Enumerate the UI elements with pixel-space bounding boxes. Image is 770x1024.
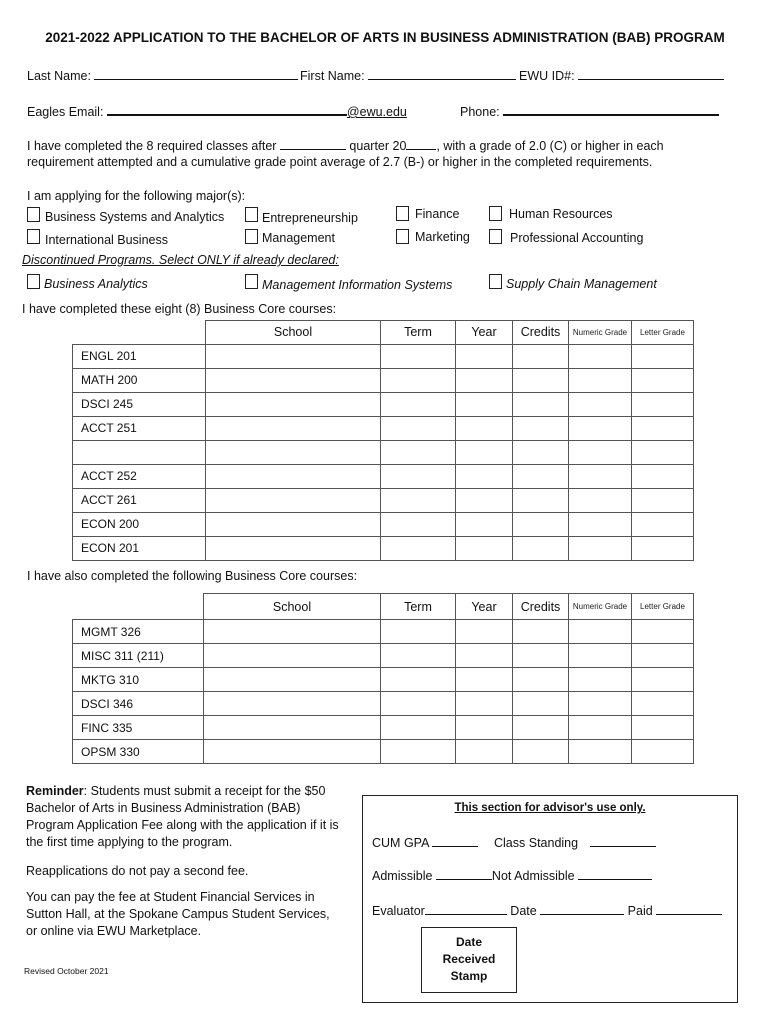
school-cell[interactable]: [206, 440, 381, 464]
year-cell[interactable]: [456, 740, 513, 764]
core2-header-row: [73, 594, 694, 620]
table-row: [73, 740, 694, 764]
cum-gpa-label: CUM GPA: [372, 836, 429, 850]
table-row: [73, 644, 694, 668]
letter-grade-cell[interactable]: [632, 464, 694, 488]
admissible-label: Admissible: [372, 869, 433, 883]
scm-label: Supply Chain Management: [506, 277, 657, 291]
header-spacer: [73, 321, 206, 345]
date-input[interactable]: [540, 902, 624, 915]
human-resources-label: Human Resources: [509, 207, 613, 221]
letter-grade-cell[interactable]: [632, 620, 694, 644]
year-cell[interactable]: [456, 620, 513, 644]
course-code: [73, 440, 206, 464]
term-cell[interactable]: [381, 488, 456, 512]
stamp-line-3: Stamp: [450, 969, 488, 983]
year-cell[interactable]: [456, 488, 513, 512]
email-suffix: @ewu.edu: [346, 105, 407, 119]
email-label: Eagles Email:: [27, 105, 104, 119]
credits-cell[interactable]: [513, 740, 569, 764]
credits-cell[interactable]: [513, 392, 569, 416]
term-cell[interactable]: [381, 416, 456, 440]
term-cell[interactable]: [381, 464, 456, 488]
term-cell[interactable]: [381, 512, 456, 536]
year-cell[interactable]: [456, 668, 513, 692]
credits-cell[interactable]: [513, 536, 569, 560]
numeric-grade-cell[interactable]: [569, 368, 632, 392]
numeric-grade-cell[interactable]: [569, 512, 632, 536]
table-row: [73, 488, 694, 512]
evaluator-row: [372, 902, 722, 918]
discontinued-label: Discontinued Programs. Select ONLY if already declared:: [22, 253, 339, 267]
table-row: [73, 716, 694, 740]
credits-cell[interactable]: [513, 620, 569, 644]
year-cell[interactable]: [456, 416, 513, 440]
class-standing-input[interactable]: [590, 834, 656, 847]
paid-label: Paid: [627, 904, 653, 918]
core2-intro: I have also completed the following Business Core courses:: [27, 569, 358, 583]
international-label: International Business: [45, 233, 168, 247]
human-resources-checkbox[interactable]: [489, 206, 502, 221]
year-cell[interactable]: [456, 716, 513, 740]
email-row: [27, 102, 407, 119]
table-row: [73, 464, 694, 488]
course-code: MGMT 326: [73, 620, 204, 644]
numeric-grade-cell[interactable]: [569, 464, 632, 488]
advisor-section: [362, 795, 738, 1003]
letter-grade-cell[interactable]: [632, 692, 694, 716]
management-checkbox[interactable]: [245, 229, 258, 244]
international-checkbox[interactable]: [27, 229, 40, 244]
statement-text-2: quarter 20: [349, 139, 407, 153]
year-cell[interactable]: [456, 644, 513, 668]
course-code: ACCT 252: [73, 464, 206, 488]
date-label: Date: [510, 904, 537, 918]
numeric-grade-header: Numeric Grade: [569, 321, 632, 345]
year-header: Year: [456, 321, 513, 345]
management-label: Management: [262, 231, 335, 245]
school-cell[interactable]: [204, 668, 381, 692]
course-code: ECON 201: [73, 536, 206, 560]
course-code: ACCT 251: [73, 416, 206, 440]
marketing-checkbox[interactable]: [396, 229, 409, 244]
professional-accounting-label: Professional Accounting: [510, 231, 644, 245]
last-name-row: [27, 67, 298, 83]
last-name-label: Last Name:: [27, 69, 91, 83]
table-row: [73, 440, 694, 464]
course-code: FINC 335: [73, 716, 204, 740]
numeric-grade-cell[interactable]: [569, 740, 632, 764]
credits-header: Credits: [513, 594, 569, 620]
year-header: Year: [456, 594, 513, 620]
reminder-label: Reminder: [26, 784, 84, 798]
term-cell[interactable]: [381, 692, 456, 716]
last-name-input[interactable]: [94, 67, 298, 80]
cum-gpa-row: [372, 834, 478, 850]
school-cell[interactable]: [206, 488, 381, 512]
class-standing-label: Class Standing: [494, 836, 579, 850]
year-cell[interactable]: [456, 392, 513, 416]
course-code: DSCI 245: [73, 392, 206, 416]
admissible-row: [372, 867, 652, 883]
year-cell[interactable]: [456, 440, 513, 464]
header-spacer: [73, 594, 204, 620]
letter-grade-header: Letter Grade: [632, 321, 694, 345]
core1-intro: I have completed these eight (8) Business Core courses:: [22, 302, 337, 316]
table-row: [73, 512, 694, 536]
letter-grade-cell[interactable]: [632, 344, 694, 368]
letter-grade-cell[interactable]: [632, 716, 694, 740]
credits-cell[interactable]: [513, 464, 569, 488]
credits-cell[interactable]: [513, 416, 569, 440]
course-code: ECON 200: [73, 512, 206, 536]
admissible-input[interactable]: [436, 867, 492, 880]
year-cell[interactable]: [456, 464, 513, 488]
table-row: [73, 620, 694, 644]
phone-label: Phone:: [460, 105, 500, 119]
credits-cell[interactable]: [513, 668, 569, 692]
term-cell[interactable]: [381, 716, 456, 740]
letter-grade-cell[interactable]: [632, 536, 694, 560]
numeric-grade-header: Numeric Grade: [569, 594, 632, 620]
school-cell[interactable]: [206, 536, 381, 560]
numeric-grade-cell[interactable]: [569, 716, 632, 740]
school-cell[interactable]: [206, 416, 381, 440]
term-cell[interactable]: [381, 536, 456, 560]
credits-cell[interactable]: [513, 488, 569, 512]
numeric-grade-cell[interactable]: [569, 668, 632, 692]
cum-gpa-input[interactable]: [432, 834, 478, 847]
first-name-row: [300, 67, 516, 83]
term-cell[interactable]: [381, 368, 456, 392]
credits-header: Credits: [513, 321, 569, 345]
term-cell[interactable]: [381, 644, 456, 668]
numeric-grade-cell[interactable]: [569, 644, 632, 668]
ewu-id-input[interactable]: [578, 67, 724, 80]
statement-line-2: requirement attempted and a cumulative grade point average of 2.7 (B-) or higher in the completed requirements.: [27, 155, 653, 169]
class-standing-row: [494, 834, 656, 850]
table-row: [73, 536, 694, 560]
letter-grade-cell[interactable]: [632, 668, 694, 692]
numeric-grade-cell[interactable]: [569, 392, 632, 416]
year-cell[interactable]: [456, 536, 513, 560]
credits-cell[interactable]: [513, 716, 569, 740]
stamp-line-1: Date: [455, 935, 482, 949]
scm-checkbox[interactable]: [489, 274, 502, 289]
table-row: [73, 392, 694, 416]
school-cell[interactable]: [204, 692, 381, 716]
credits-cell[interactable]: [513, 368, 569, 392]
year-cell[interactable]: [456, 344, 513, 368]
numeric-grade-cell[interactable]: [569, 488, 632, 512]
business-analytics-checkbox[interactable]: [27, 274, 40, 289]
ewu-id-label: EWU ID#:: [519, 69, 575, 83]
revised-date: Revised October 2021: [24, 966, 109, 976]
credits-cell[interactable]: [513, 440, 569, 464]
mis-label: Management Information Systems: [262, 278, 453, 292]
business-systems-checkbox[interactable]: [27, 207, 40, 222]
letter-grade-header: Letter Grade: [632, 594, 694, 620]
credits-cell[interactable]: [513, 644, 569, 668]
letter-grade-cell[interactable]: [632, 440, 694, 464]
year-input[interactable]: [406, 137, 436, 150]
core2-table: [72, 593, 694, 764]
mis-checkbox[interactable]: [245, 274, 258, 289]
first-name-input[interactable]: [368, 67, 516, 80]
advisor-heading: This section for advisor's use only.: [454, 802, 646, 814]
reminder-text: [26, 783, 344, 851]
pay-text: You can pay the fee at Student Financial Services in Sutton Hall, at the Spokane Campus Student Services, or online via EWU Marketplace.: [26, 890, 330, 938]
stamp-line-2: Received: [442, 952, 496, 966]
school-cell[interactable]: [204, 620, 381, 644]
term-cell[interactable]: [381, 620, 456, 644]
business-analytics-label: Business Analytics: [44, 277, 148, 291]
letter-grade-cell[interactable]: [632, 740, 694, 764]
letter-grade-cell[interactable]: [632, 368, 694, 392]
school-cell[interactable]: [206, 512, 381, 536]
school-cell[interactable]: [204, 716, 381, 740]
letter-grade-cell[interactable]: [632, 392, 694, 416]
marketing-label: Marketing: [415, 230, 470, 244]
table-row: [73, 692, 694, 716]
school-header: School: [204, 594, 381, 620]
page-title: 2021-2022 APPLICATION TO THE BACHELOR OF ARTS IN BUSINESS ADMINISTRATION (BAB) PROGRAM: [45, 30, 725, 45]
statement-text-3: , with a grade of 2.0 (C) or higher in each: [436, 139, 664, 153]
letter-grade-cell[interactable]: [632, 512, 694, 536]
core1-table: [72, 320, 694, 561]
year-cell[interactable]: [456, 368, 513, 392]
numeric-grade-cell[interactable]: [569, 344, 632, 368]
numeric-grade-cell[interactable]: [569, 620, 632, 644]
letter-grade-cell[interactable]: [632, 644, 694, 668]
term-cell[interactable]: [381, 344, 456, 368]
table-row: [73, 416, 694, 440]
business-systems-label: Business Systems and Analytics: [45, 210, 225, 224]
finance-label: Finance: [415, 207, 460, 221]
reapply-text: Reapplications do not pay a second fee.: [26, 864, 249, 878]
school-cell[interactable]: [204, 644, 381, 668]
table-row: [73, 368, 694, 392]
term-cell[interactable]: [381, 392, 456, 416]
credits-cell[interactable]: [513, 344, 569, 368]
term-header: Term: [381, 594, 456, 620]
school-header: School: [206, 321, 381, 345]
term-header: Term: [381, 321, 456, 345]
course-code: ACCT 261: [73, 488, 206, 512]
statement-text-1: I have completed the 8 required classes after: [27, 139, 277, 153]
entrepreneurship-label: Entrepreneurship: [262, 211, 358, 225]
not-admissible-input[interactable]: [578, 867, 652, 880]
professional-accounting-checkbox[interactable]: [489, 229, 502, 244]
core1-header-row: [73, 321, 694, 345]
school-cell[interactable]: [206, 344, 381, 368]
table-row: [73, 344, 694, 368]
credits-cell[interactable]: [513, 692, 569, 716]
course-code: MATH 200: [73, 368, 206, 392]
evaluator-label: Evaluator: [372, 904, 425, 918]
finance-checkbox[interactable]: [396, 206, 409, 221]
school-cell[interactable]: [206, 392, 381, 416]
course-code: MKTG 310: [73, 668, 204, 692]
course-code: MISC 311 (211): [73, 644, 204, 668]
numeric-grade-cell[interactable]: [569, 440, 632, 464]
course-code: ENGL 201: [73, 344, 206, 368]
school-cell[interactable]: [204, 740, 381, 764]
course-code: OPSM 330: [73, 740, 204, 764]
term-cell[interactable]: [381, 440, 456, 464]
letter-grade-cell[interactable]: [632, 416, 694, 440]
credits-cell[interactable]: [513, 512, 569, 536]
term-cell[interactable]: [381, 668, 456, 692]
paid-input[interactable]: [656, 902, 722, 915]
letter-grade-cell[interactable]: [632, 488, 694, 512]
quarter-input[interactable]: [280, 137, 346, 150]
first-name-label: First Name:: [300, 69, 365, 83]
school-cell[interactable]: [206, 464, 381, 488]
term-cell[interactable]: [381, 740, 456, 764]
reminder-body: : Students must submit a receipt for the $50 Bachelor of Arts in Business Administration (BAB) Program Application Fee along with the application if it is the first time applying to the program.: [26, 784, 339, 849]
numeric-grade-cell[interactable]: [569, 536, 632, 560]
phone-input[interactable]: [503, 102, 719, 116]
phone-row: [460, 102, 719, 119]
majors-intro: I am applying for the following major(s):: [27, 189, 246, 203]
statement-line-1: [27, 137, 664, 153]
numeric-grade-cell[interactable]: [569, 692, 632, 716]
entrepreneurship-checkbox[interactable]: [245, 207, 258, 222]
course-code: DSCI 346: [73, 692, 204, 716]
numeric-grade-cell[interactable]: [569, 416, 632, 440]
ewu-id-row: [519, 67, 724, 83]
evaluator-input[interactable]: [425, 902, 507, 915]
date-received-stamp-box: [421, 927, 517, 993]
email-input[interactable]: [107, 102, 347, 116]
not-admissible-label: Not Admissible: [491, 869, 575, 883]
year-cell[interactable]: [456, 512, 513, 536]
year-cell[interactable]: [456, 692, 513, 716]
table-row: [73, 668, 694, 692]
school-cell[interactable]: [206, 368, 381, 392]
